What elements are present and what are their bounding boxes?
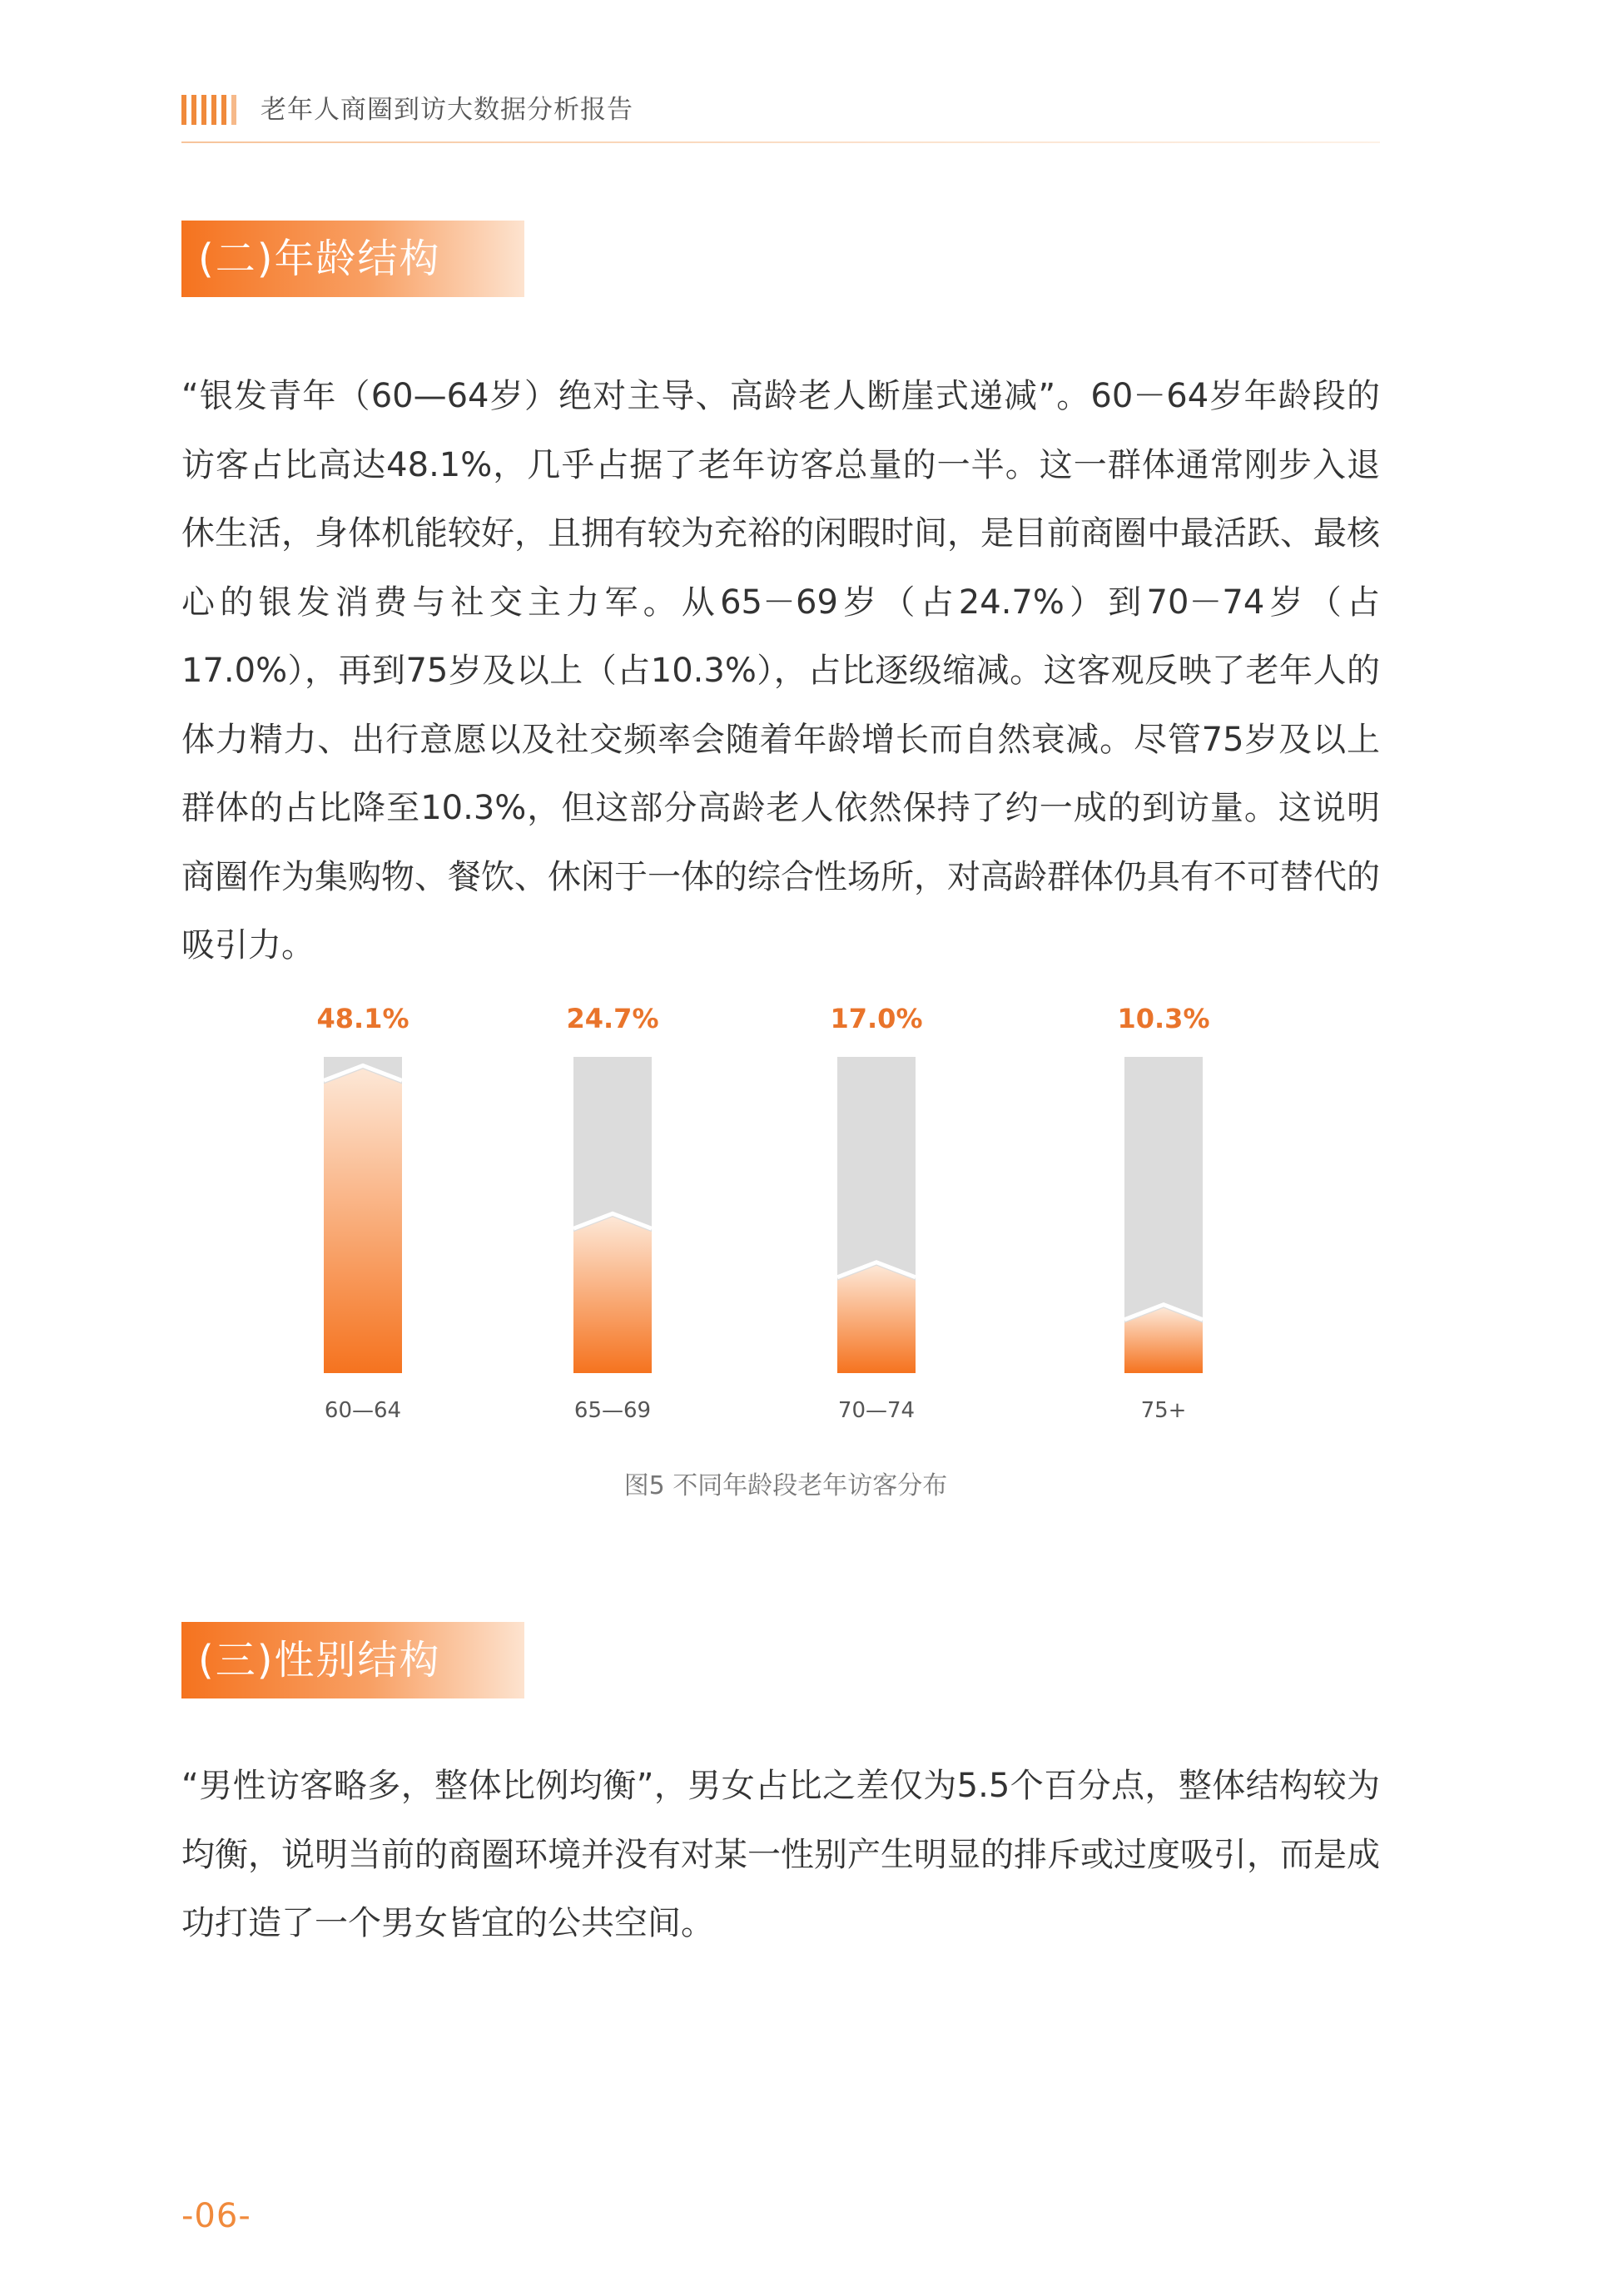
category-label: 60—64 — [324, 1398, 402, 1423]
bar-70—74 — [837, 1266, 916, 1373]
report-title: 老年人商圈到访大数据分析报告 — [261, 95, 633, 125]
value-label: 24.7% — [566, 1003, 659, 1034]
header-divider — [181, 141, 1380, 143]
age-distribution-chart — [181, 982, 1380, 1456]
value-label: 17.0% — [830, 1003, 923, 1034]
category-label: 70—74 — [837, 1398, 916, 1423]
bar-60—64 — [324, 1069, 402, 1373]
page-header — [181, 92, 1380, 141]
page-number: -06- — [181, 2197, 251, 2235]
category-label: 75+ — [1140, 1398, 1187, 1423]
figure-caption: 图5 不同年龄段老年访客分布 — [623, 1471, 948, 1500]
section-title-age: (二)年龄结构 — [181, 221, 524, 297]
section-title-gender: (三)性别结构 — [181, 1622, 524, 1698]
value-label: 10.3% — [1117, 1003, 1210, 1034]
bar-65—69 — [573, 1217, 652, 1373]
value-label: 48.1% — [316, 1003, 409, 1034]
header-stripes-icon — [181, 95, 240, 125]
gender-structure-paragraph: “男性访客略多，整体比例均衡”，男女占比之差仅为5.5个百分点，整体结构较为均衡，说明当前的商圈环境并没有对某一性别产生明显的排斥或过度吸引，而是成功打造了一个男女皆宜的公共空间。 — [181, 1767, 1380, 1942]
bar-chart — [181, 982, 1380, 1456]
age-structure-paragraph: “银发青年（60—64岁）绝对主导、高龄老人断崖式递减”。60－64岁年龄段的访客占比高达48.1%，几乎占据了老年访客总量的一半。这一群体通常刚步入退休生活，身体机能较好，且拥有较为充裕的闲暇时间，是目前商圈中最活跃、最核心的银发消费与社交主力军。从65－69岁（占24.7%）到70－74岁（占17.0%），再到75岁及以上（占10.3%），占比逐级缩减。这客观反映了老年人的体力精力、出行意愿以及社交频率会随着年龄增长而自然衰减。尽管75岁及以上群体的占比降至10.3%，但这部分高龄老人依然保持了约一成的到访量。这说明商圈作为集购物、餐饮、休闲于一体的综合性场所，对高龄群体仍具有不可替代的吸引力。 — [181, 377, 1380, 965]
category-label: 65—69 — [573, 1398, 652, 1423]
